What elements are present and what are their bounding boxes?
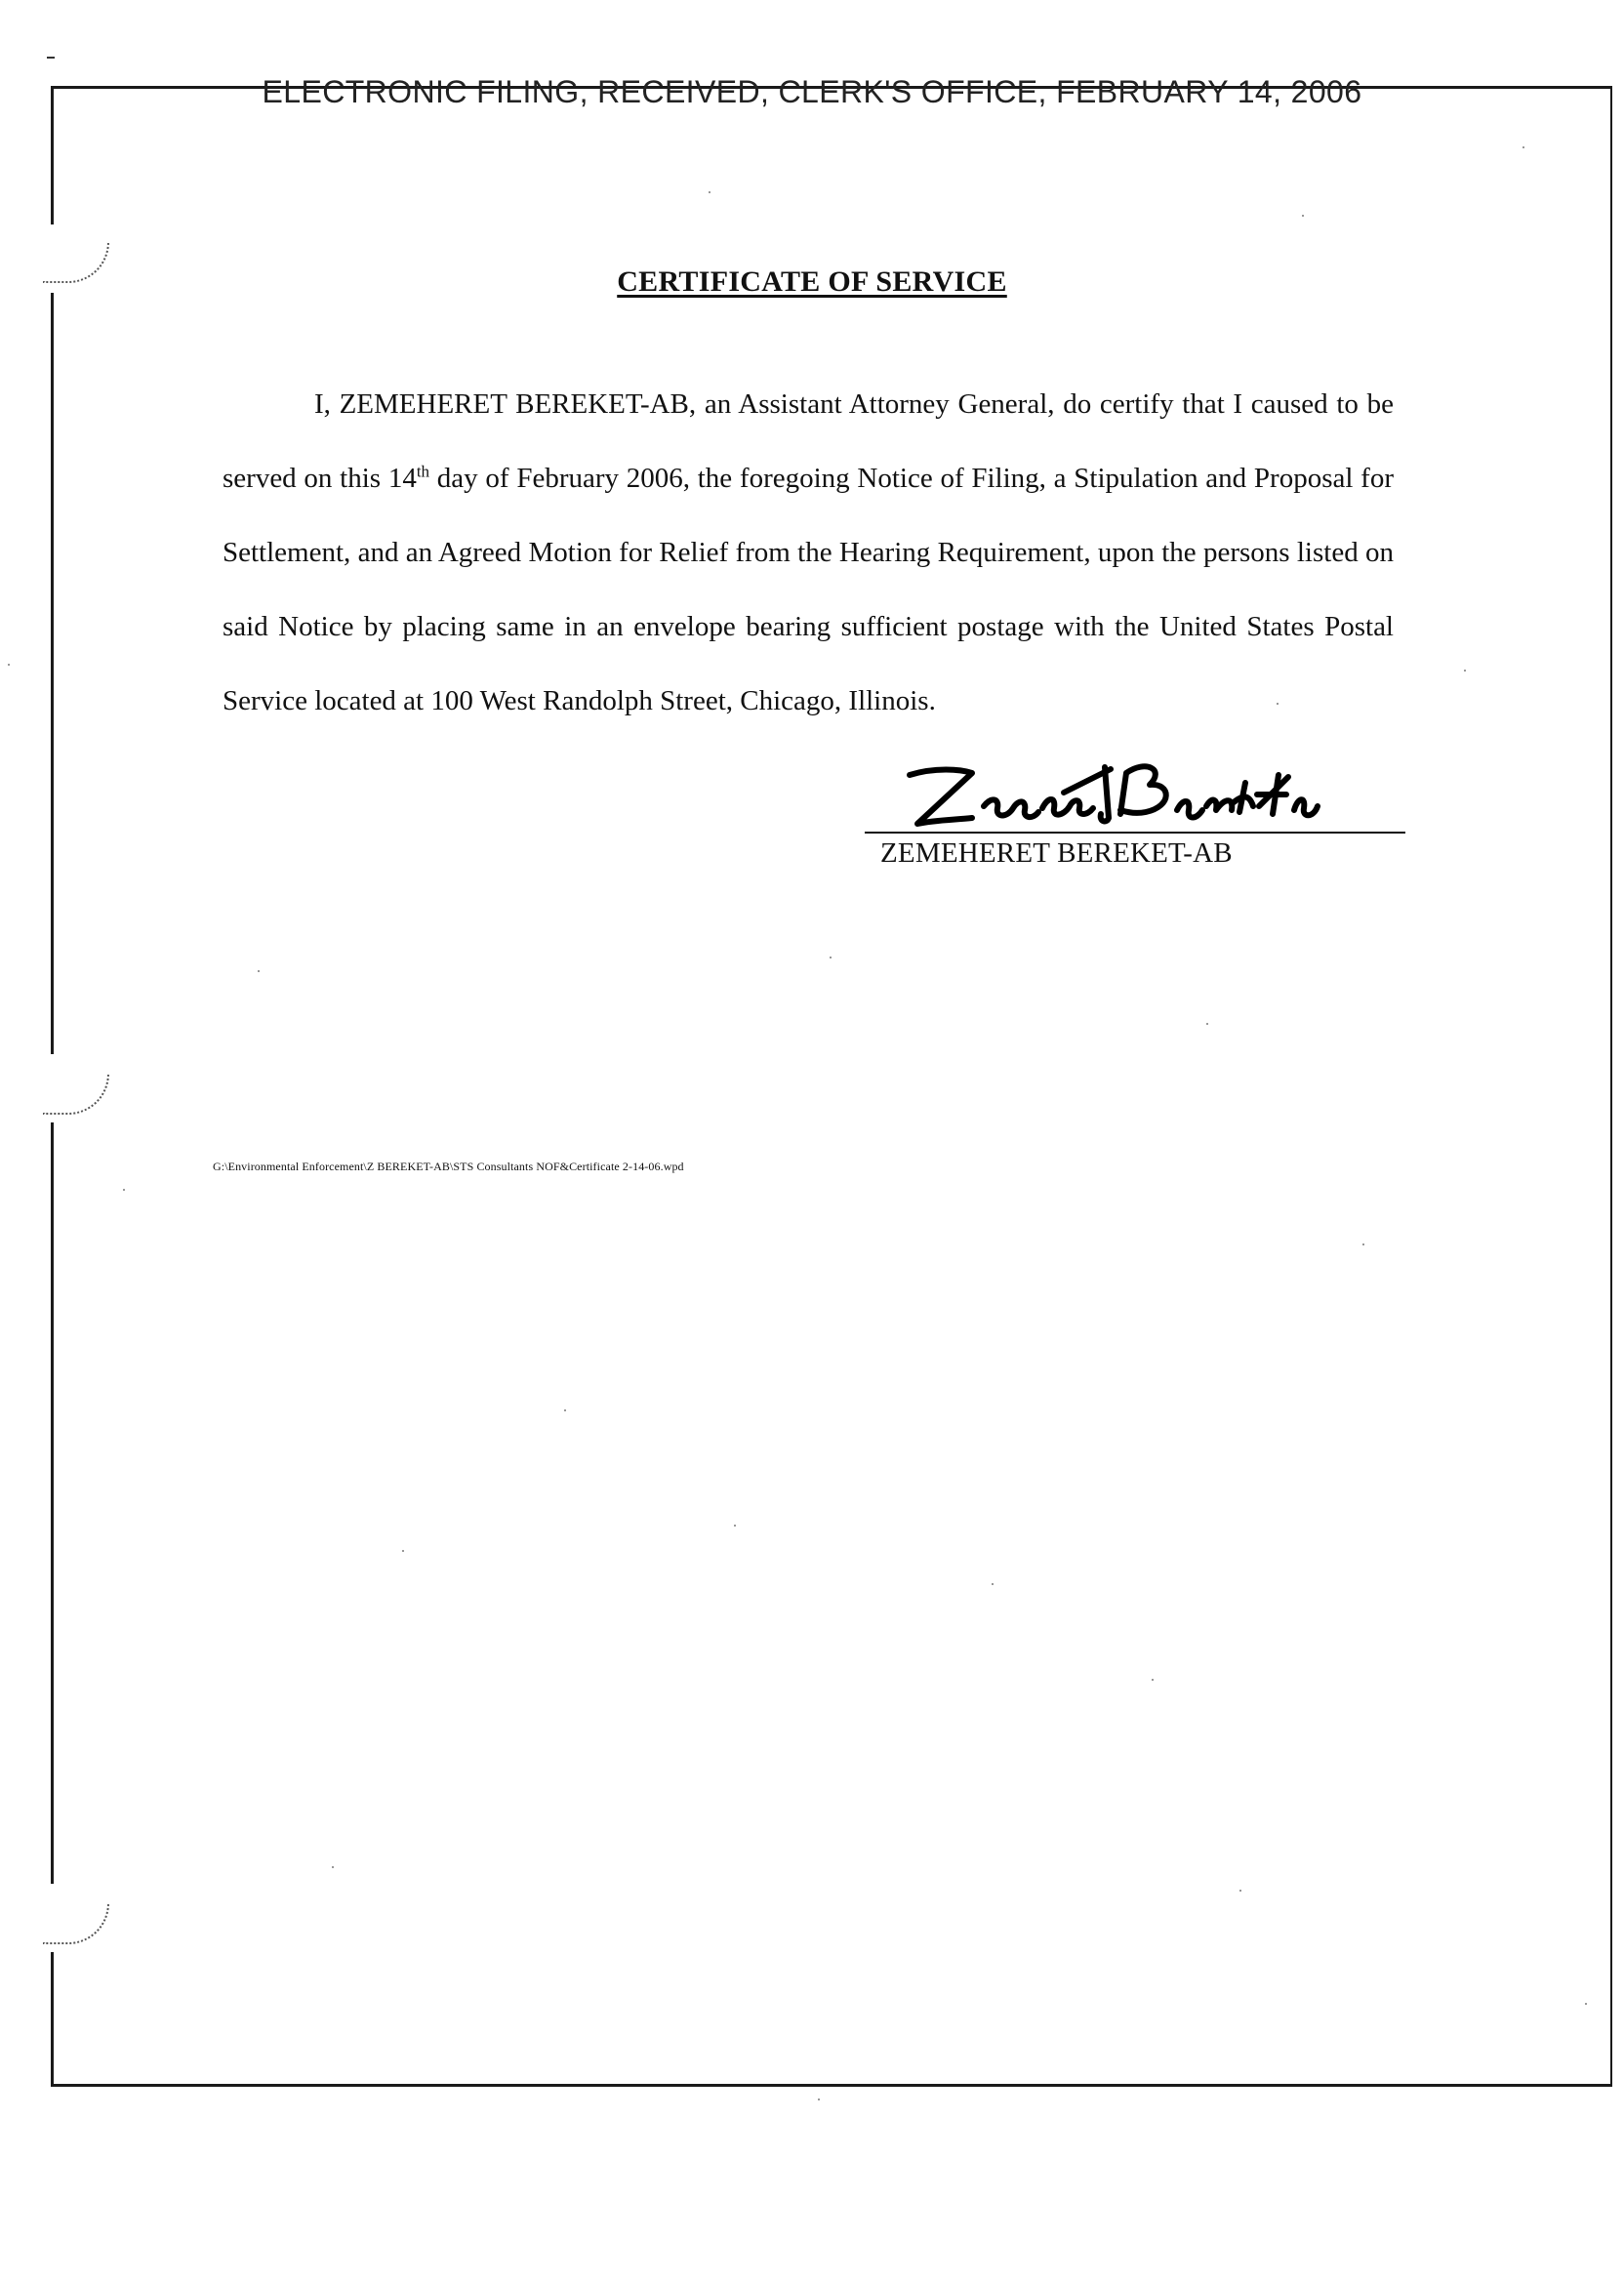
- scan-speck: [734, 1525, 736, 1527]
- body-text-part2: day of February 2006, the foregoing Notice of Filing, a Stipulation and Proposal for Settlement, and an Agreed Motion for Relief from the Hearing Requirement, upon the persons listed on said Notice by placing same in an envelope bearing sufficient postage with the United States Postal Service located at 100 West Randolph Street, Chicago, Illinois.: [223, 463, 1394, 716]
- page-title: CERTIFICATE OF SERVICE: [617, 265, 1007, 298]
- scan-speck: [1239, 1890, 1241, 1892]
- handwritten-signature: [896, 750, 1325, 839]
- scan-speck: [1585, 2003, 1587, 2005]
- scan-speck: [1302, 215, 1304, 217]
- scan-speck: [1464, 670, 1466, 672]
- scan-mark: [47, 57, 55, 59]
- scan-speck: [1362, 1243, 1364, 1245]
- scan-speck: [564, 1409, 566, 1411]
- scan-speck: [123, 1189, 125, 1191]
- filing-stamp-header: ELECTRONIC FILING, RECEIVED, CLERK'S OFFICE, FEBRUARY 14, 2006: [262, 74, 1362, 109]
- scan-speck: [830, 957, 832, 958]
- certification-paragraph: [223, 367, 1394, 738]
- scan-speck: [1152, 1679, 1154, 1681]
- ordinal-suffix: th: [416, 462, 430, 481]
- signer-name: ZEMEHERET BEREKET-AB: [880, 837, 1233, 869]
- file-path-footer: G:\Environmental Enforcement\Z BEREKET-AB\STS Consultants NOF&Certificate 2-14-06.wpd: [213, 1160, 684, 1173]
- scan-speck: [992, 1583, 994, 1585]
- scan-speck: [332, 1866, 334, 1868]
- scan-speck: [258, 970, 260, 972]
- scan-speck: [1522, 146, 1524, 148]
- body-text-part1: I, ZEMEHERET BEREKET-AB, an Assistant Attorney General, do certify that I caused to be served on this 14: [223, 388, 1394, 494]
- scan-speck: [1277, 703, 1279, 705]
- scan-speck: [1206, 1023, 1208, 1025]
- scan-speck: [402, 1550, 404, 1552]
- scan-speck: [818, 2099, 820, 2100]
- scan-speck: [8, 664, 10, 666]
- scan-speck: [709, 191, 710, 193]
- signature-line: [865, 832, 1405, 834]
